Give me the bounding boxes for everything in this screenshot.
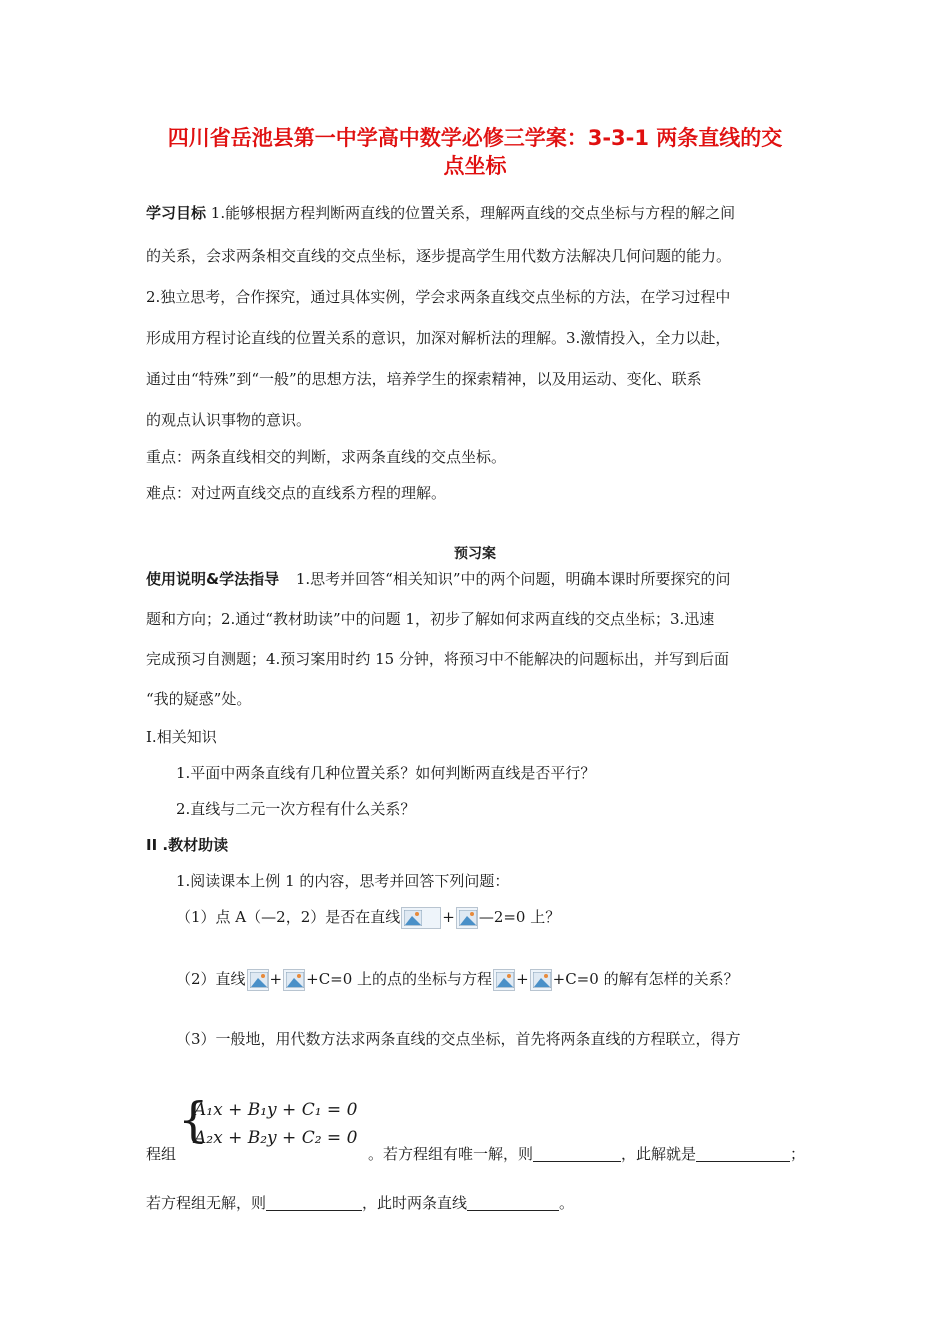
q3-cont-c: ，此解就是 — [621, 1145, 697, 1163]
objectives-label: 学习目标 — [146, 204, 207, 222]
q3-last-c: 。 — [559, 1194, 575, 1212]
objectives-line6: 的观点认识事物的意识。 — [146, 411, 312, 429]
q2-text-c: +C=0 的解有怎样的关系？ — [552, 970, 739, 988]
page-title-line1: 四川省岳池县第一中学高中数学必修三学案：3-3-1 两条直线的交 — [167, 126, 783, 150]
difficulty: 难点：对过两直线交点的直线系方程的理解。 — [146, 484, 447, 502]
broken-image-icon — [283, 969, 305, 991]
instructions-line3: 完成预习自测题；4.预习案用时约 15 分钟，将预习中不能解决的问题标出，并写到后面 — [146, 650, 729, 668]
q3-cont-a: 程组 — [146, 1145, 177, 1163]
instructions-line1 — [146, 568, 731, 589]
instructions-line4: “我的疑惑”处。 — [146, 690, 252, 708]
q3-continuation — [146, 1143, 805, 1164]
q2-plus2: + — [516, 970, 529, 988]
blank-solution-meaning[interactable] — [696, 1145, 790, 1162]
section2-intro: 1.阅读课本上例 1 的内容，思考并回答下列问题： — [176, 872, 510, 890]
broken-image-icon — [493, 969, 515, 991]
section1-heading: I.相关知识 — [146, 728, 217, 746]
instructions-label: 使用说明&学法指导 — [146, 570, 280, 588]
q2-text-b: +C=0 上的点的坐标与方程 — [306, 970, 493, 988]
preview-heading: 预习案 — [454, 546, 496, 562]
objectives-line2: 的关系，会求两条相交直线的交点坐标，逐步提高学生用代数方法解决几何问题的能力。 — [146, 247, 732, 265]
objectives-line3: 2.独立思考，合作探究，通过具体实例，学会求两条直线交点坐标的方法，在学习过程中 — [146, 288, 731, 306]
objectives-line4: 形成用方程讨论直线的位置关系的意识，加深对解析法的理解。3.激情投入，全力以赴， — [146, 329, 731, 347]
broken-image-icon — [401, 907, 441, 929]
brace: { — [178, 1092, 209, 1148]
objectives-line5: 通过由“特殊”到“一般”的思想方法，培养学生的探索精神，以及用运动、变化、联系 — [146, 370, 702, 388]
q3-last-a: 若方程组无解，则 — [146, 1194, 267, 1212]
equation-2: A₂x + B₂y + C₂ = 0 — [194, 1128, 358, 1148]
q1-text-b: —2=0 上？ — [478, 908, 561, 926]
section1-q1: 1.平面中两条直线有几种位置关系？如何判断两直线是否平行？ — [176, 764, 596, 782]
q3-cont-d: ； — [790, 1145, 806, 1163]
broken-image-icon — [530, 969, 552, 991]
q1-plus: + — [442, 908, 455, 926]
broken-image-icon — [247, 969, 269, 991]
section2-q2 — [176, 968, 739, 991]
section2-heading: II .教材助读 — [146, 836, 229, 854]
equation-1: A₁x + B₁y + C₁ = 0 — [194, 1100, 358, 1120]
q1-text-a: （1）点 A（—2，2）是否在直线 — [176, 908, 401, 926]
objectives-line1 — [146, 202, 735, 223]
q2-plus1: + — [269, 970, 283, 988]
page-title-line2: 点坐标 — [443, 154, 507, 178]
q3-cont-b: 。若方程组有唯一解，则 — [368, 1145, 534, 1163]
broken-image-icon — [456, 907, 478, 929]
q3-last-line — [146, 1192, 574, 1213]
blank-unique-solution[interactable] — [533, 1145, 621, 1162]
blank-no-solution[interactable] — [266, 1194, 362, 1211]
blank-lines-relation[interactable] — [467, 1194, 559, 1211]
q2-text-a: （2）直线 — [176, 970, 246, 988]
q3-last-b: ，此时两条直线 — [362, 1194, 468, 1212]
instructions-line2: 题和方向；2.通过“教材助读”中的问题 1，初步了解如何求两直线的交点坐标；3.迅速 — [146, 610, 715, 628]
instructions-text1: 1.思考并回答“相关知识”中的两个问题，明确本课时所要探究的问 — [295, 570, 731, 588]
section2-q3: （3）一般地，用代数方法求两条直线的交点坐标，首先将两条直线的方程联立，得方 — [176, 1030, 741, 1048]
section2-q1 — [176, 906, 560, 929]
objectives-text1: 1.能够根据方程判断两直线的位置关系，理解两直线的交点坐标与方程的解之间 — [210, 204, 736, 222]
section1-q2: 2.直线与二元一次方程有什么关系？ — [176, 800, 416, 818]
key-point: 重点：两条直线相交的判断，求两条直线的交点坐标。 — [146, 448, 507, 466]
